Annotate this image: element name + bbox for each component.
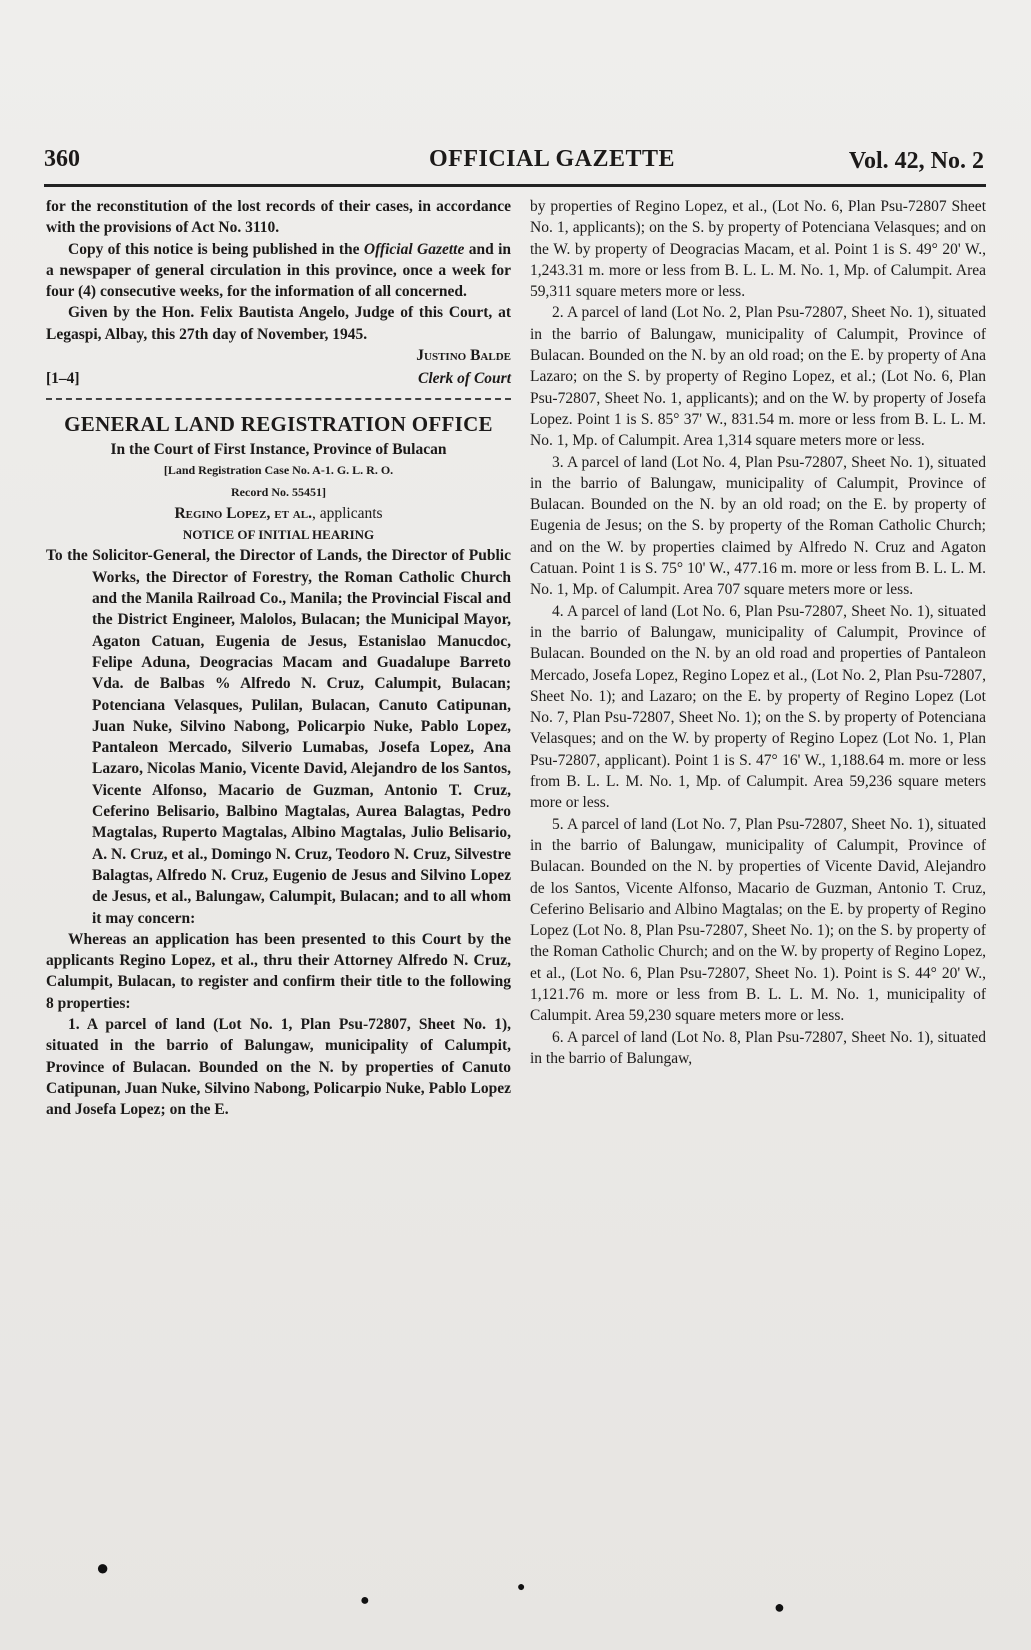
parcel-6-paragraph: 6. A parcel of land (Lot No. 8, Plan Psu-72807, Sheet No. 1), situated in the barrio of Balungaw,	[530, 1028, 986, 1067]
applicants-name: Regino Lopez, et al.	[174, 504, 312, 522]
applicants-line	[46, 503, 511, 524]
page-number: 360	[44, 146, 80, 172]
gazette-name: Official Gazette	[363, 240, 465, 258]
page-header	[44, 146, 984, 188]
whereas-paragraph: Whereas an application has been presented to this Court by the applicants Regino Lopez, et al., thru their Attorney Alfredo N. Cruz, Calumpit, Bulacan, to register and confirm their title to the following 8 properties:	[46, 930, 511, 1012]
parcel-1-paragraph: 1. A parcel of land (Lot No. 1, Plan Psu-72807, Sheet No. 1), situated in the barrio of Balungaw, municipality of Calumpit, Province of Bulacan. Bounded on the N. by properties of Canuto Catipunan, Juan Nuke, Silvino Nabong, Policarpio Nuke, Pablo Lopez and Josefa Lopez; on the E.	[46, 1015, 511, 1119]
copy-notice-paragraph	[46, 239, 511, 303]
parcel-5-paragraph: 5. A parcel of land (Lot No. 7, Plan Psu-72807, Sheet No. 1), situated in the barrio of Balungaw, municipality of Calumpit, Province of Bulacan. Bounded on the N. by properties of Vicente David, Alejandro de los Santos, Vicente Alfonso, Macario de Guzman, Antonio T. Cruz, Ceferino Belisario and Albino Magtalas; on the E. by property of Regino Lopez (Lot No. 8, Plan Psu-72807, Sheet No. 1); on the S. by property of the Roman Catholic Church; and on the W. by property of Regino Lopez, et al., (Lot No. 6, Plan Psu-72807, Sheet No. 1). Point is S. 44° 20' W., 1,121.76 m. more or less from B. L. L. M. No. 1, municipality of Calumpit. Area 59,230 square meters more or less.	[530, 815, 986, 1025]
section-title: GENERAL LAND REGISTRATION OFFICE	[64, 411, 493, 436]
case-line-1: [Land Registration Case No. A-1. G. L. R. O.	[163, 463, 394, 478]
left-column	[46, 196, 511, 1120]
given-paragraph: Given by the Hon. Felix Bautista Angelo, Judge of this Court, at Legaspi, Albay, this 27th day of November, 1945.	[46, 304, 511, 343]
signer-title: Clerk of Court	[417, 370, 511, 388]
parcel-2-paragraph: 2. A parcel of land (Lot No. 2, Plan Psu-72807, Sheet No. 1), situated in the barrio of Balungaw, municipality of Calumpit, Province of Bulacan. Bounded on the N. by an old road; on the E. by property of Ana Lazaro; on the S. by property of Regino Lopez, et al.; (Lot No. 6, Plan Psu-72807, Sheet No. 1, applicants); and on the W. by property of Josefa Lopez. Point 1 is S. 85° 37' W., 831.54 m. more or less from B. L. L. M. No. 1, Mp. of Calumpit. Area 1,314 square meters more or less.	[530, 304, 986, 450]
parcel-3-paragraph: 3. A parcel of land (Lot No. 4, Plan Psu-72807, Sheet No. 1), situated in the barrio of Balungaw, municipality of Calumpit, Province of Bulacan. Bounded on the N. by an old road; on the E. by property of Eugenia de Jesus; on the S. by property of the Roman Catholic Church; and on the W. by properties claimed by Alfredo N. Cruz and Agaton Catuan. Point 1 is S. 75° 10' W., 477.16 m. more or less from B. L. L. M. No. 1, Mp. of Calumpit. Area 707 square meters more or less.	[530, 453, 986, 599]
parcel-1-continuation: by properties of Regino Lopez, et al., (Lot No. 6, Plan Psu-72807 Sheet No. 1, applicants); on the S. by property of Potenciana Velasques; and on the W. by property of Deogracias Macam, et al. Point 1 is S. 49° 20' W., 1,243.31 m. more or less from B. L. L. M. No. 1, Mp. of Calumpit. Area 59,311 square meters more or less.	[530, 198, 986, 301]
court-name: In the Court of First Instance, Province of Bulacan	[110, 440, 447, 458]
right-column	[530, 196, 986, 1069]
addressees-block: To the Solicitor-General, the Director of Lands, the Director of Public Works, the Director of Forestry, the Roman Catholic Church and the Manila Railroad Co., Manila; the Provincial Fiscal and the District Engineer, Malolos, Bulacan; the Municipal Mayor, Agaton Catuan, Eugenia de Jesus, Estanislao Manucdoc, Felipe Aduna, Deogracias Macam and Guadalupe Barreto Vda. de Balbas % Alfredo N. Cruz, Calumpit, Bulacan; Potenciana Velasques, Pulilan, Bulacan, Canuto Catipunan, Juan Nuke, Silvino Nabong, Policarpio Nuke, Pablo Lopez, Pantaleon Mercado, Silverio Lumabas, Josefa Lopez, Ana Lazaro, Nicolas Manio, Vicente David, Alejandro de los Santos, Vicente Alfonso, Macario de Guzman, Antonio T. Cruz, Ceferino Belisario, Balbino Magtalas, Aurea Balagtas, Pedro Magtalas, Ruperto Magtalas, Albino Magtalas, Julio Belisario, A. N. Cruz, et al., Domingo N. Cruz, Teodoro N. Cruz, Silvestre Balagtas, Alfredo N. Cruz, Eugenio de Jesus and Silvino Lopez de Jesus, et al., Balungaw, Calumpit, Bulacan; and to all whom it may concern:	[46, 547, 511, 927]
copy-prefix: Copy of this notice is being published in the	[68, 240, 364, 258]
signer-name: Justino Balde	[416, 347, 511, 365]
notice-heading: NOTICE OF INITIAL HEARING	[182, 527, 375, 543]
speck-mark: ●	[96, 1555, 110, 1580]
case-line-2: Record No. 55451]	[231, 484, 326, 499]
applicants-suffix: , applicants	[311, 504, 383, 522]
parcel-4-paragraph: 4. A parcel of land (Lot No. 6, Plan Psu-72807, Sheet No. 1), situated in the barrio of Balungaw, municipality of Calumpit, Province of Bulacan. Bounded on the N. by an old road and properties of Pantaleon Mercado, Josefa Lopez, Regino Lopez et al., (Lot No. 2, Plan Psu-72807, Sheet No. 1); and Lazaro; on the E. by property of Regino Lopez (Lot No. 7, Plan Psu-72807, Sheet No. 1); on the S. by property of Potenciana Velasques; and on the W. by property of Regino Lopez (Lot No. 1, Plan Psu-72807, applicant). Point 1 is S. 47° 16' W., 1,188.64 m. more or less from B. L. L. M. No. 1, Mp. of Calumpit. Area 59,236 square meters more or less.	[530, 602, 986, 812]
continuation-text: for the reconstitution of the lost records of their cases, in accordance with the provisions of Act No. 3110.	[46, 198, 511, 237]
copy-suffix: and in a newspaper of general circulation in this province, once a week for four (4) consecutive weeks, for the information of all concerned.	[46, 240, 512, 301]
signer-row	[46, 368, 511, 389]
running-title: OFFICIAL GAZETTE	[429, 146, 676, 172]
issue-reference: [1–4]	[46, 370, 80, 388]
speck-mark: ●	[774, 1597, 785, 1617]
volume-number: Vol. 42, No. 2	[848, 148, 984, 174]
section-divider	[46, 398, 511, 400]
header-rule	[44, 184, 986, 187]
speck-mark: ●	[517, 1580, 526, 1595]
speck-mark: ●	[360, 1592, 370, 1609]
